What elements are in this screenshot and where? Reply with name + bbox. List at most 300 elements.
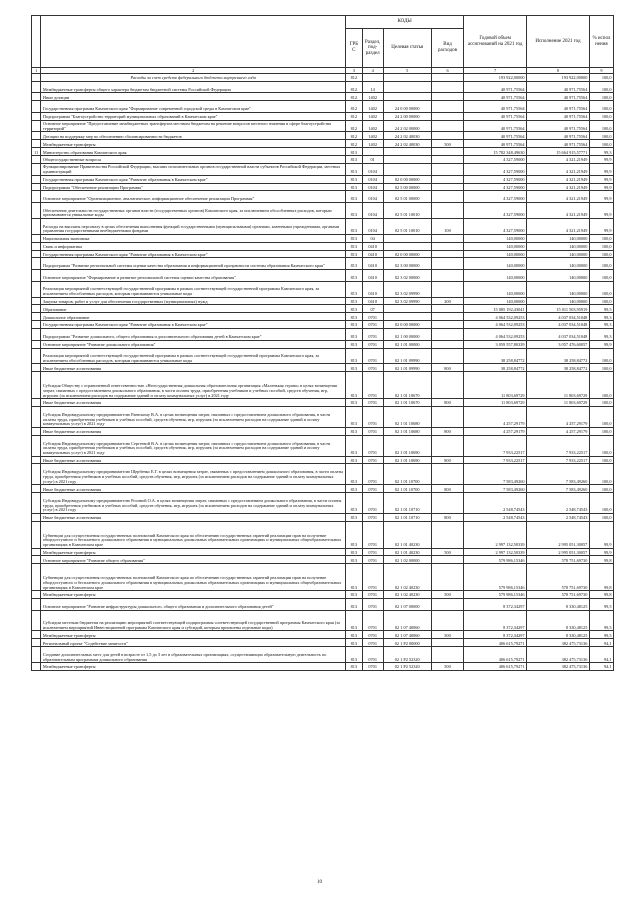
table-row (32, 242, 614, 250)
planned-amount: 406 615,79271 (464, 639, 527, 647)
execution-percent: 100,0 (589, 399, 613, 407)
expense-type: 500 (431, 663, 463, 671)
expense-type (431, 321, 463, 329)
row-name: Основное мероприятие "Организационное, аналитическое, информационное обеспечение реализации Программы" (41, 191, 346, 203)
execution-percent: 94,1 (589, 663, 613, 671)
grbs-code: 813 (345, 148, 362, 156)
planned-amount: 15 085 192,43041 (464, 305, 527, 313)
target-article: 02 5 01 10010 (383, 218, 431, 234)
executed-amount: 2 995 051,30057 (527, 548, 590, 556)
row-number (32, 663, 41, 671)
executed-amount: 40 971,75564 (527, 132, 590, 140)
executed-amount: 193 922,00000 (527, 74, 590, 82)
grbs-code: 813 (345, 218, 362, 234)
grbs-code: 813 (345, 348, 362, 364)
razdel-code: 0701 (362, 513, 383, 521)
expense-type: 800 (431, 456, 463, 464)
executed-amount: 7 583,49260 (527, 464, 590, 485)
target-article: 02 1 01 00000 (383, 340, 431, 348)
planned-amount: 4 327,59000 (464, 183, 527, 191)
expense-type (431, 93, 463, 101)
razdel-code (362, 74, 383, 82)
execution-percent: 100,0 (589, 270, 613, 282)
target-article (383, 234, 431, 242)
planned-amount: 406 615,79271 (464, 647, 527, 663)
execution-percent: 94,1 (589, 647, 613, 663)
row-number (32, 399, 41, 407)
row-number (32, 74, 41, 82)
grbs-code: 813 (345, 610, 362, 631)
row-number (32, 639, 41, 647)
planned-amount: 4 327,59000 (464, 175, 527, 183)
target-article (383, 305, 431, 313)
table-row (32, 101, 614, 113)
razdel-code: 0701 (362, 599, 383, 611)
razdel-code: 0701 (362, 610, 383, 631)
table-row (32, 156, 614, 164)
executed-amount: 4 257,29179 (527, 427, 590, 435)
header-grbs: ГРБ С (345, 29, 362, 68)
table-row (32, 631, 614, 639)
row-name: Создание дополнительных мест для детей в возрасте от 1,5 до 3 лет в образовательных организациях, осуществляющих образовательную деятельность по образовательным программам дошкольного образования (41, 647, 346, 663)
grbs-code: 813 (345, 631, 362, 639)
row-name: Субсидия Индивидуальному предпринимателю Сергеевой В.А. в целях возмещения затрат, связанных с предоставлением дошкольного образования, в части оплаты труда, приобретения учебников и учебных пособий, средств обучения, игр, игрушек (за исключением расходов на содержание зданий и оплату коммунальных услуг) в 2021 году (41, 435, 346, 456)
expense-type (431, 610, 463, 631)
grbs-code: 813 (345, 556, 362, 564)
execution-percent: 99,9 (589, 191, 613, 203)
table-row (32, 297, 614, 305)
column-number: 8 (527, 68, 590, 74)
expense-type (431, 258, 463, 270)
target-article: 24 2 02 00000 (383, 120, 431, 132)
grbs-code: 813 (345, 156, 362, 164)
row-name: Национальная экономика (41, 234, 346, 242)
expense-type (431, 175, 463, 183)
planned-amount: 8 372,34297 (464, 610, 527, 631)
grbs-code: 813 (345, 548, 362, 556)
expense-type (431, 340, 463, 348)
grbs-code: 812 (345, 120, 362, 132)
row-name: Основное мероприятие "Формирование и развитие региональной системы оценки качества образования" (41, 270, 346, 282)
table-row (32, 427, 614, 435)
execution-percent: 100,0 (589, 513, 613, 521)
expense-type: 500 (431, 591, 463, 599)
razdel-code: 04 (362, 234, 383, 242)
execution-percent: 100,0 (589, 407, 613, 428)
table-row (32, 399, 614, 407)
planned-amount: 4 064 532,09253 (464, 321, 527, 329)
execution-percent: 99,9 (589, 521, 613, 548)
executed-amount: 140,00000 (527, 242, 590, 250)
expense-type (431, 521, 463, 548)
razdel-code: 0410 (362, 258, 383, 270)
grbs-code: 813 (345, 297, 362, 305)
razdel-code: 0410 (362, 297, 383, 305)
planned-amount: 3 059 557,80339 (464, 340, 527, 348)
row-number (32, 202, 41, 218)
execution-percent: 99,9 (589, 340, 613, 348)
table-row (32, 521, 614, 548)
razdel-code: 07 (362, 305, 383, 313)
table-row (32, 556, 614, 564)
expense-type (431, 372, 463, 399)
target-article: 02 5 01 00000 (383, 191, 431, 203)
table-row (32, 329, 614, 341)
razdel-code: 0410 (362, 250, 383, 258)
expense-type (431, 202, 463, 218)
target-article: 02 1 00 00000 (383, 329, 431, 341)
target-article: 02 1 01 40230 (383, 521, 431, 548)
target-article: 24 0 00 00000 (383, 101, 431, 113)
executed-amount: 4 321,21949 (527, 191, 590, 203)
grbs-code: 813 (345, 258, 362, 270)
executed-amount: 578 751,69730 (527, 556, 590, 564)
grbs-code: 813 (345, 591, 362, 599)
row-number (32, 191, 41, 203)
table-row (32, 313, 614, 321)
grbs-code: 813 (345, 435, 362, 456)
expense-type (431, 599, 463, 611)
grbs-code: 812 (345, 112, 362, 120)
target-article: 02 1 P2 00000 (383, 639, 431, 647)
executed-amount: 11 803,69729 (527, 399, 590, 407)
table-row (32, 348, 614, 364)
row-number (32, 348, 41, 364)
grbs-code: 813 (345, 175, 362, 183)
row-number (32, 513, 41, 521)
header-blank-n (32, 16, 41, 68)
table-row (32, 464, 614, 485)
table-row (32, 647, 614, 663)
target-article: 02 1 02 40230 (383, 591, 431, 599)
razdel-code: 0104 (362, 191, 383, 203)
expense-type (431, 156, 463, 164)
budget-table (31, 15, 614, 671)
row-name: Иные бюджетные ассигнования (41, 399, 346, 407)
row-number (32, 183, 41, 191)
executed-amount: 3 057 476,60057 (527, 340, 590, 348)
expense-type (431, 407, 463, 428)
row-number (32, 140, 41, 148)
razdel-code: 0701 (362, 313, 383, 321)
expense-type (431, 305, 463, 313)
row-number (32, 242, 41, 250)
grbs-code: 813 (345, 340, 362, 348)
execution-percent: 99,9 (589, 164, 613, 176)
row-number (32, 407, 41, 428)
expense-type (431, 464, 463, 485)
grbs-code: 812 (345, 74, 362, 82)
executed-amount: 7 933,22517 (527, 435, 590, 456)
target-article: 24 2 00 00000 (383, 112, 431, 120)
target-article: 02 5 00 00000 (383, 183, 431, 191)
table-row (32, 164, 614, 176)
row-name: Подпрограмма "Обеспечение реализации Программы" (41, 183, 346, 191)
razdel-code: 0701 (362, 663, 383, 671)
target-article: 02 1 07 40060 (383, 631, 431, 639)
expense-type (431, 493, 463, 514)
razdel-code: 1402 (362, 93, 383, 101)
row-number (32, 281, 41, 297)
executed-amount: 4 037 034,51048 (527, 321, 590, 329)
target-article: 02 0 00 00000 (383, 321, 431, 329)
razdel-code: 0701 (362, 329, 383, 341)
executed-amount: 140,00000 (527, 258, 590, 270)
executed-amount: 140,00000 (527, 234, 590, 242)
execution-percent: 99,3 (589, 148, 613, 156)
executed-amount: 4 257,29179 (527, 407, 590, 428)
table-row (32, 639, 614, 647)
target-article: 02 3 02 00000 (383, 270, 431, 282)
target-article: 02 1 01 09990 (383, 348, 431, 364)
expense-type (431, 329, 463, 341)
planned-amount: 140,00000 (464, 234, 527, 242)
grbs-code: 813 (345, 305, 362, 313)
planned-amount: 4 327,59000 (464, 202, 527, 218)
row-number (32, 164, 41, 176)
row-name: Дотации на поддержку мер по обеспечению сбалансированности бюджетов (41, 132, 346, 140)
grbs-code: 813 (345, 242, 362, 250)
razdel-code: 1402 (362, 120, 383, 132)
table-row (32, 564, 614, 591)
row-number (32, 81, 41, 93)
planned-amount: 40 971,75564 (464, 112, 527, 120)
table-row (32, 250, 614, 258)
row-name: Общегосударственные вопросы (41, 156, 346, 164)
row-name: Иные бюджетные ассигнования (41, 427, 346, 435)
executed-amount: 38 258,84772 (527, 348, 590, 364)
row-number (32, 234, 41, 242)
grbs-code: 813 (345, 407, 362, 428)
executed-amount: 11 803,69729 (527, 372, 590, 399)
target-article: 02 0 00 00000 (383, 175, 431, 183)
row-number (32, 305, 41, 313)
row-number (32, 493, 41, 514)
row-name: Основное мероприятие "Развитие дошкольного образования" (41, 340, 346, 348)
column-number: 9 (589, 68, 613, 74)
execution-percent: 100,0 (589, 427, 613, 435)
execution-percent: 99,3 (589, 329, 613, 341)
razdel-code: 0701 (362, 647, 383, 663)
grbs-code: 813 (345, 464, 362, 485)
executed-amount: 2 995 051,30057 (527, 521, 590, 548)
column-number: 4 (362, 68, 383, 74)
row-number (32, 297, 41, 305)
table-row (32, 234, 614, 242)
planned-amount: 193 922,00000 (464, 74, 527, 82)
row-number (32, 456, 41, 464)
razdel-code: 0104 (362, 175, 383, 183)
planned-amount: 7 583,49260 (464, 464, 527, 485)
execution-percent: 100,0 (589, 101, 613, 113)
executed-amount: 8 330,48125 (527, 631, 590, 639)
grbs-code: 813 (345, 191, 362, 203)
header-fact: Исполнение 2021 год (527, 16, 590, 68)
row-name: Межбюджетные трансферты (41, 591, 346, 599)
row-number (32, 270, 41, 282)
grbs-code: 813 (345, 364, 362, 372)
execution-percent: 100,0 (589, 234, 613, 242)
executed-amount: 38 258,84772 (527, 364, 590, 372)
target-article (383, 74, 431, 82)
executed-amount: 4 321,21949 (527, 175, 590, 183)
row-name: Субсидия Обществу с ограниченной ответственностью «Негосударственная дошкольная образовательная организация «Маленькая страна» в целях возмещения затрат, связанных с предоставлением дошкольного образования, в части оплаты труда, приобретения учебников и учебных пособий, средств обучения, игр, игрушек (за исключением расходов на содержание зданий и оплату коммунальных услуг) в 2021 году (41, 372, 346, 399)
razdel-code: 0104 (362, 164, 383, 176)
row-name: Иные бюджетные ассигнования (41, 364, 346, 372)
table-row (32, 81, 614, 93)
budget-table-body (32, 74, 614, 671)
target-article: 02 0 00 00000 (383, 250, 431, 258)
target-article: 02 1 P2 52320 (383, 647, 431, 663)
planned-amount: 40 971,75564 (464, 132, 527, 140)
expense-type (431, 435, 463, 456)
grbs-code: 813 (345, 281, 362, 297)
grbs-code: 813 (345, 164, 362, 176)
table-row (32, 175, 614, 183)
row-name: Реализация мероприятий соответствующей государственной программы в рамках соответствующей государственной программы Камчатского края, за исключением обособленных расходов, которым присваиваются уникальные коды (41, 281, 346, 297)
execution-percent: 100,0 (589, 297, 613, 305)
razdel-code: 0701 (362, 564, 383, 591)
razdel-code: 0701 (362, 639, 383, 647)
target-article: 02 1 07 40060 (383, 610, 431, 631)
column-number: 5 (383, 68, 431, 74)
target-article (383, 242, 431, 250)
row-number (32, 112, 41, 120)
target-article: 02 3 00 00000 (383, 258, 431, 270)
execution-percent: 99,9 (589, 175, 613, 183)
row-number (32, 427, 41, 435)
planned-amount: 4 327,59000 (464, 156, 527, 164)
row-name: Государственная программа Камчатского края "Развитие образования в Камчатском крае" (41, 321, 346, 329)
planned-amount: 2 548,74543 (464, 493, 527, 514)
razdel-code: 1402 (362, 132, 383, 140)
row-number (32, 321, 41, 329)
executed-amount: 40 971,75564 (527, 120, 590, 132)
execution-percent: 100,0 (589, 281, 613, 297)
table-row (32, 591, 614, 599)
razdel-code: 0104 (362, 218, 383, 234)
executed-amount: 40 971,75564 (527, 112, 590, 120)
execution-percent: 100,0 (589, 112, 613, 120)
target-article: 02 1 01 10700 (383, 464, 431, 485)
row-name: Субвенции для осуществления государственных полномочий Камчатского края по обеспечению государственных гарантий реализации прав на получение общедоступного и бесплатного дошкольного образования в муниципальных дошкольных образовательных организациях и муниципальных общеобразовательных организациях в Камчатском крае (41, 521, 346, 548)
expense-type (431, 120, 463, 132)
expense-type (431, 74, 463, 82)
grbs-code: 813 (345, 234, 362, 242)
grbs-code: 813 (345, 599, 362, 611)
executed-amount: 140,00000 (527, 281, 590, 297)
table-row (32, 93, 614, 101)
grbs-code: 812 (345, 132, 362, 140)
executed-amount: 382 475,73136 (527, 639, 590, 647)
target-article: 02 1 01 10680 (383, 427, 431, 435)
row-number (32, 631, 41, 639)
target-article: 24 2 02 40030 (383, 132, 431, 140)
table-row (32, 485, 614, 493)
razdel-code: 01 (362, 156, 383, 164)
row-name: Субсидия Индивидуальному предпринимателю Росиной О.А. в целях возмещения затрат, связанных с предоставлением дошкольного образования, в части оплаты труда, приобретения учебников и учебных пособий, средств обучения, игр, игрушек (за исключением расходов на содержание зданий и оплату коммунальных услуг) в 2021 году (41, 493, 346, 514)
table-row (32, 270, 614, 282)
expense-type: 800 (431, 485, 463, 493)
executed-amount: 4 037 034,51048 (527, 313, 590, 321)
row-name: Иные бюджетные ассигнования (41, 456, 346, 464)
column-number: 7 (464, 68, 527, 74)
row-name: Межбюджетные трансферты общего характера бюджетам бюджетной системы Российской Федерации (41, 81, 346, 93)
row-number (32, 435, 41, 456)
row-number (32, 548, 41, 556)
target-article: 02 1 01 10700 (383, 485, 431, 493)
executed-amount: 140,00000 (527, 250, 590, 258)
table-row (32, 305, 614, 313)
execution-percent: 99,5 (589, 610, 613, 631)
row-name: Дошкольное образование (41, 313, 346, 321)
executed-amount: 7 933,22517 (527, 456, 590, 464)
table-row (32, 513, 614, 521)
razdel-code: 0701 (362, 464, 383, 485)
grbs-code: 812 (345, 101, 362, 113)
row-name: Государственная программа Камчатского края "Развитие образования в Камчатском крае" (41, 250, 346, 258)
execution-percent: 100,0 (589, 456, 613, 464)
executed-amount: 382 475,73136 (527, 663, 590, 671)
grbs-code: 813 (345, 564, 362, 591)
row-number (32, 156, 41, 164)
table-row (32, 340, 614, 348)
grbs-code: 813 (345, 485, 362, 493)
table-row (32, 218, 614, 234)
razdel-code (362, 148, 383, 156)
row-number (32, 175, 41, 183)
target-article: 02 1 01 10710 (383, 513, 431, 521)
table-row (32, 599, 614, 611)
planned-amount: 140,00000 (464, 281, 527, 297)
grbs-code: 813 (345, 663, 362, 671)
grbs-code: 813 (345, 493, 362, 514)
razdel-code: 0701 (362, 364, 383, 372)
razdel-code: 0410 (362, 270, 383, 282)
target-article: 02 1 01 10690 (383, 435, 431, 456)
executed-amount: 382 475,73136 (527, 647, 590, 663)
target-article (383, 148, 431, 156)
razdel-code: 0410 (362, 242, 383, 250)
planned-amount: 15 782 348,49630 (464, 148, 527, 156)
planned-amount: 4 327,59000 (464, 164, 527, 176)
expense-type: 100 (431, 218, 463, 234)
planned-amount: 38 258,84772 (464, 348, 527, 364)
execution-percent: 99,8 (589, 556, 613, 564)
expense-type: 200 (431, 297, 463, 305)
razdel-code: 0701 (362, 556, 383, 564)
target-article (383, 156, 431, 164)
execution-percent: 100,0 (589, 372, 613, 399)
planned-amount: 40 971,75564 (464, 140, 527, 148)
row-name: Функционирование Правительства Российской Федерации, высших исполнительных органов государственной власти субъектов Российской Федерации, местных администраций (41, 164, 346, 176)
execution-percent: 100,0 (589, 81, 613, 93)
expense-type (431, 556, 463, 564)
grbs-code: 813 (345, 399, 362, 407)
row-name: Иные бюджетные ассигнования (41, 513, 346, 521)
row-name: Подпрограмма "Благоустройство территорий муниципальных образований в Камчатском крае" (41, 112, 346, 120)
row-number (32, 258, 41, 270)
planned-amount: 40 971,75564 (464, 93, 527, 101)
header-plan: Годовой объем ассигнований на 2021 год (464, 16, 527, 68)
razdel-code: 1402 (362, 101, 383, 113)
expense-type (431, 348, 463, 364)
expense-type: 500 (431, 548, 463, 556)
planned-amount: 2 997 132,50339 (464, 548, 527, 556)
target-article: 02 1 01 10670 (383, 372, 431, 399)
grbs-code: 813 (345, 456, 362, 464)
expense-type: 500 (431, 140, 463, 148)
